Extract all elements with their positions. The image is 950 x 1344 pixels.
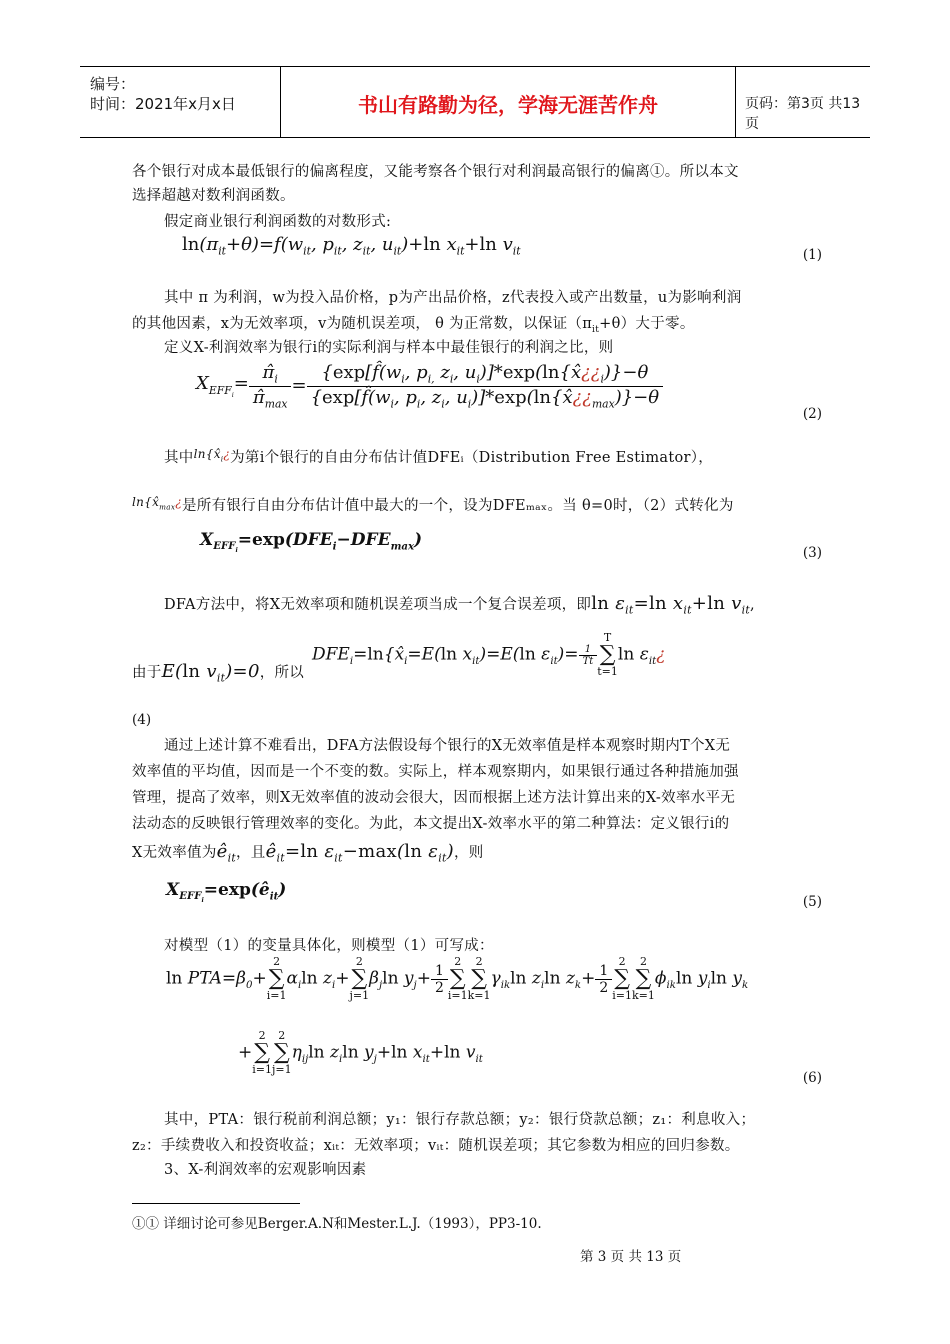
paragraph-3-line-2: 的其他因素，x为无效率项，v为随机误差项， θ 为正常数，以保证$(\pi_{it}+\theta)$大于零。 <box>132 316 695 335</box>
equation-2-number: (2) <box>802 406 822 422</box>
equation-3: $X_{EFF_i}=\exp(DFE_i-DFE_{max})$ <box>200 530 423 555</box>
header-motto: 书山有路勤为径，学海无涯苦作舟 <box>281 67 736 137</box>
paragraph-8-mid: ，所以 <box>259 665 305 681</box>
paragraph-11-line-1: 其中，PTA：银行税前利润总额；y₁：银行存款总额；y₂：银行贷款总额；z₁：利息收入； <box>164 1112 756 1128</box>
paragraph-9-line-5-a: X无效率值为 <box>132 845 217 861</box>
paragraph-3-line-2-a: 的其他因素，x为无效率项，v为随机误差项， θ 为正常数，以保证（π <box>132 316 593 332</box>
equation-4-number: (4) <box>132 712 152 728</box>
paragraph-1-line-2: 选择超越对数利润函数。 <box>132 188 295 204</box>
equation-6-line-1: $\ln PTA=\beta_0+2$ ∑ $i=1\alpha_i\ln$ $z_i+2$ ∑ $j=1\beta_j\ln$ $y_j+$ $\frac{1}{2}$ 2 ∑ i=12 ∑ $k=1\gamma_{ik}\ln$ $z_i\ln$ $z_k+$ $\frac{1}{2}$ 2 ∑ i=12 ∑ $k=1\phi_{ik}\ln$ $y_i\ln$ $y_k$ <box>166 955 749 1002</box>
paragraph-9-line-1: 通过上述计算不难看出，DFA方法假设每个银行的X无效率值是样本观察时期内T个X无 <box>164 738 731 754</box>
paragraph-7-text: DFA方法中，将X无效率项和随机误差项当成一个复合误差项，即 <box>164 597 592 613</box>
paragraph-4: 定义X-利润效率为银行i的实际利润与样本中最佳银行的利润之比，则 <box>164 340 614 356</box>
paragraph-3-line-2-b: +θ）大于零。 <box>599 316 695 332</box>
paragraph-9-line-5-c: ，则 <box>453 845 484 861</box>
paragraph-9-line-4: 法动态的反映银行管理效率的变化。为此，本文提出X-效率水平的第二种算法：定义银行i的 <box>132 816 730 832</box>
paragraph-9-line-3: 管理，提高了效率，则X无效率值的波动会很大，因而根据上述方法计算出来的X-效率水平无 <box>132 790 736 806</box>
paragraph-10: 对模型（1）的变量具体化，则模型（1）可写成： <box>164 938 494 954</box>
paragraph-7: DFA方法中，将X无效率项和随机误差项当成一个复合误差项，即$\ln \varepsilon_{it}=\ln$ $x_{it}+\ln$ $v_{it}$, <box>164 593 755 617</box>
equation-5-number: (5) <box>802 894 822 910</box>
equation-2: $X_{EFF_i}=$ $\frac{\pî_i}{\pî_{max}}$ = $\frac{\{\exp[f̂(w_i, p_{i,} z_i, u_i)]*\exp(\ln\{x̂¿¿_i)\}-\theta}{\{\exp[f̂(w_i, p_i, z_i, u_i)]*\exp(\ln\{x̂¿¿_{max})\}-\theta}$ <box>196 362 663 410</box>
equation-3-number: (3) <box>802 545 822 561</box>
equation-1: $\ln(\pi_{it}+\theta)=f(w_{it}$, $p_{it}$, $z_{it}$, $u_{it})+\ln$ $x_{it}+\ln$ $v_{it}$ <box>182 234 521 258</box>
paragraph-2: 假定商业银行利润函数的对数形式: <box>164 214 392 230</box>
paragraph-11-line-2: z₂：手续费收入和投资收益；xᵢₜ：无效率项；vᵢₜ：随机误差项；其它参数为相应的回归参数。 <box>132 1138 740 1154</box>
header-meta <box>80 67 281 137</box>
page-number: 第 3 页 共 13 页 <box>580 1249 682 1265</box>
paragraph-1-line-1: 各个银行对成本最低银行的偏离程度，又能考察各个银行对利润最高银行的偏离①。所以本文 <box>132 164 739 180</box>
paragraph-9-line-5: X无效率值为$ê_{it}$，且$ê_{it}=\ln$ $\varepsilon_{it}-\max(\ln$ $\varepsilon_{it}$)，则 <box>132 841 484 865</box>
footnote-rule <box>132 1203 300 1204</box>
paragraph-9-line-5-b: ，且 <box>235 845 266 861</box>
paragraph-9-line-2: 效率值的平均值，因而是一个不变的数。实际上，样本观察期内，如果银行通过各种措施加强 <box>132 764 739 780</box>
number-label: 编号： <box>90 75 136 93</box>
equation-1-number: (1) <box>802 247 822 263</box>
time-label: 时间：2021年x月x日 <box>90 95 236 113</box>
paragraph-6-text: 是所有银行自由分布估计值中最大的一个，设为DFEₘₐₓ。当 θ=0时，（2）式转化为 <box>181 498 734 514</box>
equation-6-number: (6) <box>802 1070 822 1086</box>
paragraph-3-line-1: 其中 π 为利润，w为投入品价格，p为产出品价格，z代表投入或产出数量，u为影响利润 <box>164 290 742 306</box>
header-page-info: 页码：第3页 共13页 <box>745 96 861 132</box>
equation-4: $DFE_i=\ln\{x̂_i=E(\ln$ $x_{it})=E(\ln$ $\varepsilon_{it})=$ $\frac{1}{Tt}$ T ∑ t=1ln $\varepsilon_{it}¿$ <box>312 631 666 678</box>
paragraph-8-prefix: 由于 <box>132 665 162 681</box>
paragraph-12: 3、X-利润效率的宏观影响因素 <box>164 1162 367 1178</box>
paragraph-8: 由于E(ln $v_{it})=0$，所以 <box>132 661 305 685</box>
paragraph-6: $^{ln\{x̂_{max}¿}$是所有银行自由分布估计值中最大的一个，设为DFEₘₐₓ。当 θ=0时，（2）式转化为 <box>132 495 734 514</box>
paragraph-5-prefix: 其中 <box>164 450 194 466</box>
equation-5: $X_{EFF_i}=\exp(ê_{it})$ <box>166 880 287 905</box>
page-header <box>80 66 870 138</box>
paragraph-5-text: 为第i个银行的自由分布估计值DFEᵢ（Distribution Free Estimator）， <box>230 450 714 466</box>
footnote: ①① 详细讨论可参见Berger.A.N和Mester.L.J.（1993），PP3-10. <box>132 1216 542 1232</box>
paragraph-5: 其中$^{ln\{x̂_i¿}$为第i个银行的自由分布估计值DFEᵢ（Distribution Free Estimator）， <box>164 447 714 466</box>
equation-6-line-2: +2 ∑ i=12 ∑ $j=1\eta_{ij}\ln$ $z_i\ln$ $y_j+\ln$ $x_{it}+\ln$ $v_{it}$ <box>238 1029 483 1076</box>
